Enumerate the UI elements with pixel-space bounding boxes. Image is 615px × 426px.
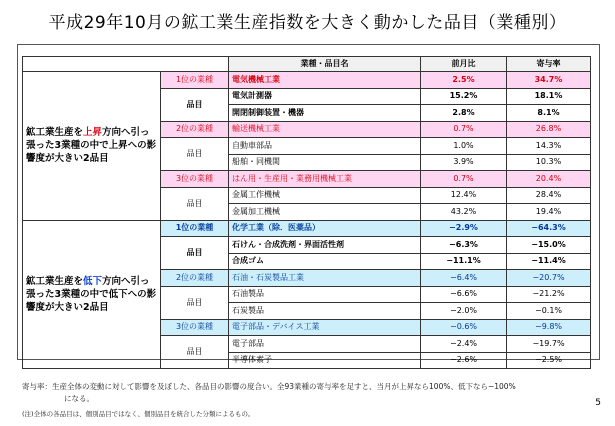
item-prev: 15.2%: [421, 88, 507, 105]
industry-table: [22, 56, 591, 369]
footnote-contribution-cont: になる。: [64, 394, 94, 403]
item-name: 金属加工機械: [229, 204, 421, 221]
header-prev: 前月比: [421, 57, 507, 72]
down-industry-2: 石油・石炭製品工業: [229, 270, 421, 287]
header-blank: [23, 57, 229, 72]
item-name: 開閉制御装置・機器: [229, 105, 421, 122]
table-row: [23, 220, 591, 237]
item-label: 品目: [161, 138, 229, 171]
item-name: 電子部品: [229, 336, 421, 353]
item-label: 品目: [161, 88, 229, 121]
item-label: 品目: [161, 237, 229, 270]
down-industry-2-prev: −6.4%: [421, 270, 507, 287]
down-industry-3-prev: −0.6%: [421, 319, 507, 336]
up-rank-2: 2位の業種: [161, 121, 229, 138]
up-industry-1: 電気機械工業: [229, 72, 421, 89]
down-industry-1-prev: −2.9%: [421, 220, 507, 237]
item-prev: 3.9%: [421, 154, 507, 171]
item-prev: 43.2%: [421, 204, 507, 221]
item-name: 半導体素子: [229, 352, 421, 369]
item-contrib: 19.4%: [507, 204, 591, 221]
down-industry-1-contrib: −64.3%: [507, 220, 591, 237]
up-rank-3: 3位の業種: [161, 171, 229, 188]
table-row: [23, 72, 591, 89]
item-contrib: −2.5%: [507, 352, 591, 369]
up-industry-2-contrib: 26.8%: [507, 121, 591, 138]
item-name: 合成ゴム: [229, 253, 421, 270]
item-name: 自動車部品: [229, 138, 421, 155]
item-prev: 2.8%: [421, 105, 507, 122]
item-name: 船舶・同機関: [229, 154, 421, 171]
down-rank-3: 3位の業種: [161, 319, 229, 336]
item-name: 石油製品: [229, 286, 421, 303]
item-contrib: 28.4%: [507, 187, 591, 204]
item-prev: 1.0%: [421, 138, 507, 155]
page-number: 5: [595, 398, 601, 408]
up-industry-2: 輸送機械工業: [229, 121, 421, 138]
item-prev: 12.4%: [421, 187, 507, 204]
down-highlight: 低下: [83, 275, 103, 287]
up-industry-3-prev: 0.7%: [421, 171, 507, 188]
footnote-note: (注)全体の各品目は、個別品目ではなく、個別品目を統合した分類によるもの。: [22, 410, 255, 418]
item-prev: −2.0%: [421, 303, 507, 320]
item-name: 石けん・合成洗剤・界面活性剤: [229, 237, 421, 254]
item-contrib: 14.3%: [507, 138, 591, 155]
item-prev: −6.3%: [421, 237, 507, 254]
down-industry-1: 化学工業（除．医薬品）: [229, 220, 421, 237]
up-highlight: 上昇: [83, 127, 103, 139]
up-industry-2-prev: 0.7%: [421, 121, 507, 138]
footnote-contribution: 寄与率：生産全体の変動に対して影響を及ぼした、各品目の影響の度合い。全93業種の寄与率を足すと、当月が上昇なら100%、低下なら−100%: [22, 382, 516, 391]
item-contrib: −21.2%: [507, 286, 591, 303]
item-prev: −11.1%: [421, 253, 507, 270]
item-contrib: −11.4%: [507, 253, 591, 270]
item-contrib: −0.1%: [507, 303, 591, 320]
up-industry-3: はん用・生産用・業務用機械工業: [229, 171, 421, 188]
item-prev: −2.6%: [421, 352, 507, 369]
up-section-description: 鉱工業生産を上昇方向へ引っ張った3業種の中で上昇への影響度が大きい2品目: [23, 72, 161, 221]
down-industry-3: 電子部品・デバイス工業: [229, 319, 421, 336]
down-industry-3-contrib: −9.8%: [507, 319, 591, 336]
item-label: 品目: [161, 286, 229, 319]
item-contrib: 8.1%: [507, 105, 591, 122]
item-contrib: 10.3%: [507, 154, 591, 171]
item-contrib: 18.1%: [507, 88, 591, 105]
item-prev: −6.6%: [421, 286, 507, 303]
item-name: 石炭製品: [229, 303, 421, 320]
item-prev: −2.4%: [421, 336, 507, 353]
item-label: 品目: [161, 187, 229, 220]
up-industry-1-prev: 2.5%: [421, 72, 507, 89]
item-name: 電気計測器: [229, 88, 421, 105]
down-rank-2: 2位の業種: [161, 270, 229, 287]
up-rank-1: 1位の業種: [161, 72, 229, 89]
header-name: 業種・品目名: [229, 57, 421, 72]
down-rank-1: 1位の業種: [161, 220, 229, 237]
item-name: 金属工作機械: [229, 187, 421, 204]
down-section-description: 鉱工業生産を低下方向へ引っ張った3業種の中で低下への影響度が大きい2品目: [23, 220, 161, 369]
header-row: [23, 57, 591, 72]
header-contrib: 寄与率: [507, 57, 591, 72]
item-contrib: −19.7%: [507, 336, 591, 353]
down-industry-2-contrib: −20.7%: [507, 270, 591, 287]
item-label: 品目: [161, 336, 229, 369]
item-contrib: −15.0%: [507, 237, 591, 254]
page-title: 平成29年10月の鉱工業生産指数を大きく動かした品目（業種別）: [48, 13, 567, 33]
up-industry-3-contrib: 20.4%: [507, 171, 591, 188]
up-industry-1-contrib: 34.7%: [507, 72, 591, 89]
